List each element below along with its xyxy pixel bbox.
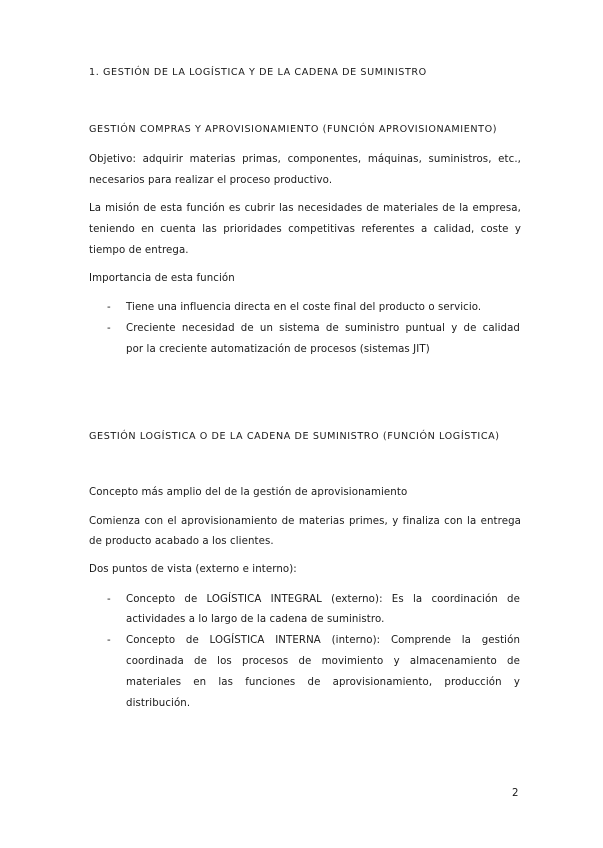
bullet-text: distribución. [126, 698, 191, 709]
starts-line-1: Comienza con el aprovisionamiento de materias primes, y finaliza con la entrega [89, 516, 521, 527]
page-number: 2 [512, 788, 519, 799]
document-title: 1. GESTIÓN DE LA LOGÍSTICA Y DE LA CADENA DE SUMINISTRO [89, 67, 427, 78]
mission-line-3: tiempo de entrega. [89, 245, 189, 256]
bullet-text: Concepto de LOGÍSTICA INTERNA (interno): Comprende la gestión [126, 635, 520, 646]
objective-line-2: necesarios para realizar el proceso productivo. [89, 175, 333, 186]
bullet-dash: - [107, 302, 111, 313]
bullet-text: materiales en las funciones de aprovisionamiento, producción y [126, 677, 520, 688]
concept-line: Concepto más amplio del de la gestión de aprovisionamiento [89, 487, 408, 498]
bullet-text: por la creciente automatización de procesos (sistemas JIT) [126, 344, 430, 355]
objective-line-1: Objetivo: adquirir materias primas, componentes, máquinas, suministros, etc., [89, 154, 521, 165]
mission-line-2: teniendo en cuenta las prioridades competitivas referentes a calidad, coste y [89, 224, 521, 235]
bullet-text: actividades a lo largo de la cadena de suministro. [126, 614, 385, 625]
bullet-text: Creciente necesidad de un sistema de suministro puntual y de calidad [126, 323, 520, 334]
bullet-dash: - [107, 323, 111, 334]
views-label: Dos puntos de vista (externo e interno): [89, 564, 297, 575]
bullet-dash: - [107, 594, 111, 605]
mission-line-1: La misión de esta función es cubrir las necesidades de materiales de la empresa, [89, 203, 521, 214]
bullet-text: coordinada de los procesos de movimiento y almacenamiento de [126, 656, 520, 667]
bullet-dash: - [107, 635, 111, 646]
bullet-text: Concepto de LOGÍSTICA INTEGRAL (externo): Es la coordinación de [126, 594, 520, 605]
bullet-text: Tiene una influencia directa en el coste final del producto o servicio. [126, 302, 482, 313]
importance-label: Importancia de esta función [89, 273, 235, 284]
section1-heading: GESTIÓN COMPRAS Y APROVISIONAMIENTO (FUNCIÓN APROVISIONAMIENTO) [89, 124, 498, 135]
section2-heading: GESTIÓN LOGÍSTICA O DE LA CADENA DE SUMINISTRO (FUNCIÓN LOGÍSTICA) [89, 431, 500, 442]
starts-line-2: de producto acabado a los clientes. [89, 536, 274, 547]
